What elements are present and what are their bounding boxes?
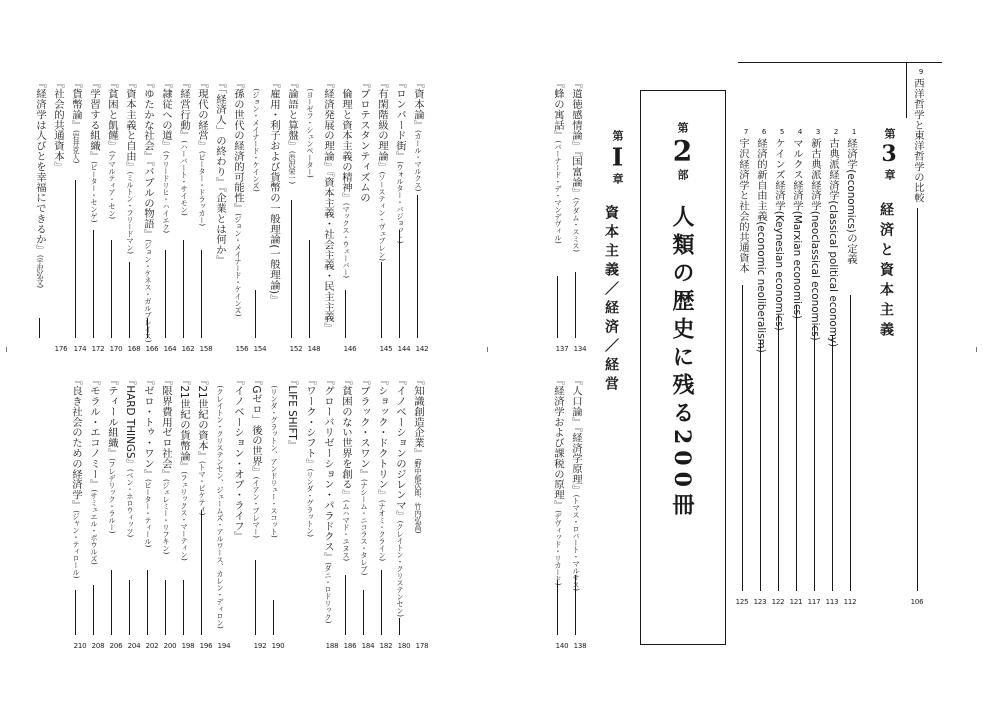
page-number: 184 <box>361 642 375 650</box>
entry-title: 『ショック・ドクトリン』(ナオミ・クライン) <box>376 375 388 562</box>
dot-leader <box>309 240 310 338</box>
page-number: 196 <box>199 642 213 650</box>
crop-mark <box>976 347 977 352</box>
entry-title: 『道徳感情論』『国富論』(アダム・スミス) <box>570 78 582 252</box>
dot-leader <box>381 570 382 635</box>
entry-title: (クレイトン・クリステンセン、ジェームズ・アルワース、カレン・ディロン) <box>216 385 225 629</box>
entry-title: 『現代の経営』(ピーター・ドラッカー) <box>196 78 208 227</box>
page-number: 122 <box>771 598 785 606</box>
dot-leader <box>850 295 851 591</box>
page-number: 166 <box>145 345 159 353</box>
entry-title: 『隷従への道』(フリードリヒ・ハイエク) <box>160 78 172 234</box>
entry-title: 『ゆたかな社会』『バブルの物語』(ジョン・ケネス・ガルブレイス) <box>142 78 154 343</box>
entry-title: 『経済発展の理論』『資本主義・社会主義・民主主義』 <box>322 78 334 333</box>
dot-leader <box>129 580 130 635</box>
page-number: 134 <box>573 345 587 353</box>
entry-title: 『有閑階級の理論』(ソースティン・ヴェブレン) <box>376 78 388 261</box>
part2-bu: 部 <box>676 169 689 180</box>
dot-leader <box>129 262 130 338</box>
dot-leader <box>147 318 148 338</box>
entry-title: (ジョン・メイナード・ケインズ) <box>252 88 261 192</box>
page-number: 121 <box>789 598 803 606</box>
part2-heading <box>666 122 699 180</box>
page-number: 106 <box>910 598 924 606</box>
chapter1-title: 資本主義／経済／経営 <box>603 205 619 395</box>
page-number: 148 <box>307 345 321 353</box>
entry-title: 『プロテスタンティズムの <box>358 78 370 203</box>
entry-title: 『21世紀の資本』(トマ・ピケティ) <box>196 375 208 516</box>
dot-leader <box>201 250 202 338</box>
entry-title: 『貨幣論』(岩井克人) <box>70 78 82 164</box>
entry-title: 宇沢経済学と社会的共通資本 <box>737 138 749 274</box>
chapter1-heading <box>603 130 632 184</box>
dot-leader <box>575 575 576 635</box>
entry-title: 経済学(economics)の定義 <box>845 138 857 265</box>
dot-leader <box>255 290 256 338</box>
entry-title: 『論語と算盤』(渋沢栄一) <box>286 78 298 185</box>
dot-leader <box>760 340 761 591</box>
dot-leader <box>363 590 364 635</box>
entry-title: 『資本主義と自由』(ミルトン・フリードマン) <box>124 78 136 254</box>
entry-title: 『良き社会のための経済学』(ジャン・ティロール) <box>70 375 82 579</box>
crop-mark <box>487 347 488 352</box>
dot-leader <box>778 315 779 591</box>
entry-title: 『経済学は人びとを幸福にできるか』(宇沢弘文) <box>34 78 46 289</box>
entry-title: (ヨーゼフ・シュンペーター) <box>306 88 315 178</box>
dot-leader <box>345 290 346 338</box>
entry-title: 『蜂の寓話』(バーナード・デ・マンデヴィル) <box>552 78 564 244</box>
entry-title: 『雇用・利子および貨幣の一般理論(一般理論)』 <box>268 78 280 305</box>
entry-title: 倫理と資本主義の精神』(マックス・ウェーバー) <box>340 78 352 279</box>
entry-title: 『HARD THINGS』(ベン・ホロウィッツ) <box>124 375 136 538</box>
chapter3-title: 経済と資本主義 <box>878 202 894 342</box>
dot-leader <box>291 200 292 338</box>
dot-leader <box>165 250 166 338</box>
page-number: 152 <box>289 345 303 353</box>
dot-leader <box>273 600 274 635</box>
page-number: 186 <box>343 642 357 650</box>
page-number: 158 <box>199 345 213 353</box>
page-number: 138 <box>573 642 587 650</box>
dot-leader <box>399 230 400 338</box>
entry-title: 『経済学および課税の原理』(デヴィッド・リカード) <box>552 375 564 586</box>
entry-title: 西洋哲学と東洋哲学の比較 <box>912 78 924 203</box>
entry-title: 『孫の世代の経済的可能性』(ジョン・メイナード・ケインズ) <box>232 78 244 317</box>
chapter3-heading <box>876 128 902 180</box>
page-number: 144 <box>397 345 411 353</box>
item-number: 4 <box>797 128 803 136</box>
page-number: 180 <box>397 642 411 650</box>
page-number: 125 <box>735 598 749 606</box>
entry-title: 『グローバリゼーション・パラドクス』(ダニ・ロドリック) <box>322 375 334 624</box>
dot-leader <box>814 325 815 591</box>
entry-title: 『21世紀の貨幣論』(フェリックス・マーティン) <box>178 375 190 561</box>
dot-leader <box>93 585 94 635</box>
chapter3-dai: 第 <box>883 128 896 139</box>
chapter1-sho: 章 <box>611 173 624 184</box>
entry-title: 『ワーク・シフト』(リンダ・グラットン) <box>304 375 316 537</box>
dot-leader <box>201 510 202 635</box>
page-number: 208 <box>91 642 105 650</box>
dot-leader <box>75 590 76 635</box>
dot-leader <box>917 208 918 591</box>
entry-title: 『ブラック・スワン』(ナシーム・ニコラス・タレブ) <box>358 375 370 576</box>
part2-title: 人類の歴史に残る200冊 <box>669 205 695 521</box>
entry-title: 『社会的共通資本』 <box>52 78 64 172</box>
page-number: 168 <box>127 345 141 353</box>
entry-title: 『ゼロ・トゥ・ワン』(ピーター・ティール) <box>142 375 154 548</box>
entry-title: 『学習する組織』(ピーター・センゲ) <box>88 78 100 223</box>
page-number: 202 <box>145 642 159 650</box>
page-number: 194 <box>217 642 231 650</box>
item-number: 9 <box>918 68 924 76</box>
page-number: 174 <box>73 345 87 353</box>
dot-leader <box>183 580 184 635</box>
entry-title: 古典派経済学(classical political economy) <box>827 138 839 348</box>
entry-title: ケインズ経済学(Keynesian economics) <box>773 138 785 331</box>
dot-leader <box>381 262 382 338</box>
entry-title: 『Gゼロ」後の世界』(イアン・ブレマー) <box>250 375 262 538</box>
entry-title: 『知識創造企業』(野中郁次郎、竹内弘高) <box>412 375 424 534</box>
dot-leader <box>575 272 576 338</box>
page-number: 170 <box>109 345 123 353</box>
entry-title: マルクス経済学(Marxian economics) <box>791 138 803 320</box>
dot-leader <box>147 570 148 635</box>
item-number: 1 <box>851 128 857 136</box>
entry-title: 『モラル・エコノミー』(サミュエル・ボウルズ) <box>88 375 100 565</box>
dot-leader <box>75 180 76 338</box>
page-number: 204 <box>127 642 141 650</box>
page-number: 206 <box>109 642 123 650</box>
item-number: 3 <box>815 128 821 136</box>
entry-title: 『経営行動』(ハーバート・サイモン) <box>178 78 190 216</box>
page-number: 172 <box>91 345 105 353</box>
page-number: 154 <box>253 345 267 353</box>
entry-title: 『ロンバード街』(ウォルター・バジョット) <box>394 78 406 244</box>
entry-title: 『LIFE SHIFT』 <box>286 375 298 451</box>
item-number: 6 <box>761 128 767 136</box>
dot-leader <box>345 575 346 635</box>
dot-leader <box>93 230 94 338</box>
page-number: 182 <box>379 642 393 650</box>
page-number: 123 <box>753 598 767 606</box>
dot-leader <box>832 335 833 591</box>
page-number: 146 <box>343 345 357 353</box>
dot-leader <box>165 580 166 635</box>
page-number: 117 <box>807 598 821 606</box>
entry-title: 『貧困と飢饉』(アマルティア・セン) <box>106 78 118 220</box>
page-number: 188 <box>325 642 339 650</box>
part2-dai: 第 <box>676 122 689 133</box>
entry-title: 新古典派経済学(neoclassical economics) <box>809 138 821 341</box>
page-number: 137 <box>555 345 569 353</box>
entry-title: 『資本論』(カール・マルクス) <box>412 78 424 192</box>
page-number: 164 <box>163 345 177 353</box>
entry-title: 『イノベーション・オブ・ライフ』 <box>232 375 244 542</box>
page-number: 145 <box>379 345 393 353</box>
dot-leader <box>39 318 40 338</box>
entry-title: 『限界費用ゼロ社会』(ジェレミー・リフキン) <box>160 375 172 555</box>
entry-title: 『「経済人」の終わり』『企業とは何か』 <box>214 78 226 266</box>
entry-title: 『ティール組織』(フレデリック・ラルー) <box>106 375 118 534</box>
page-number: 192 <box>253 642 267 650</box>
page-number: 198 <box>181 642 195 650</box>
entry-title: 経済的新自由主義(economic neoliberalism) <box>755 138 767 353</box>
chapter1-number: I <box>611 145 624 169</box>
chapter3-number: 3 <box>881 143 897 165</box>
page-number: 210 <box>73 642 87 650</box>
page-number: 112 <box>843 598 857 606</box>
page-number: 156 <box>235 345 249 353</box>
page-number: 140 <box>555 642 569 650</box>
dot-leader <box>742 285 743 591</box>
dot-leader <box>111 240 112 338</box>
dot-leader <box>111 570 112 635</box>
item-number: 5 <box>779 128 785 136</box>
page-number: 190 <box>271 642 285 650</box>
part2-number: 2 <box>672 137 693 165</box>
entry-title: (リンダ・グラットン、アンドリュー・スコット) <box>270 385 279 538</box>
item-number: 2 <box>833 128 839 136</box>
chapter3-sho: 章 <box>883 169 896 180</box>
page-number: 142 <box>415 345 429 353</box>
page-number: 113 <box>825 598 839 606</box>
dot-leader <box>417 195 418 338</box>
dot-leader <box>399 618 400 635</box>
chapter3-top-rule <box>738 62 942 63</box>
chapter1-dai: 第 <box>611 130 624 141</box>
page-number: 200 <box>163 642 177 650</box>
entry-title: 『イノベーションのジレンマ』(クレイトン・クリステンセン) <box>394 375 406 617</box>
entry-title: 『貧困のない世界を創る』(ムハマド・ユヌス) <box>340 375 352 562</box>
dot-leader <box>557 580 558 635</box>
crop-mark <box>6 347 7 352</box>
page-number: 176 <box>54 345 68 353</box>
dot-leader <box>796 305 797 591</box>
page-number: 162 <box>181 345 195 353</box>
dot-leader <box>255 560 256 635</box>
entry-title: 『人口論』『経済学原理』(トマス・ロバート・マルサス) <box>570 375 582 591</box>
dot-leader <box>557 276 558 338</box>
item-number: 7 <box>743 128 749 136</box>
dot-leader <box>183 240 184 338</box>
page-number: 178 <box>415 642 429 650</box>
